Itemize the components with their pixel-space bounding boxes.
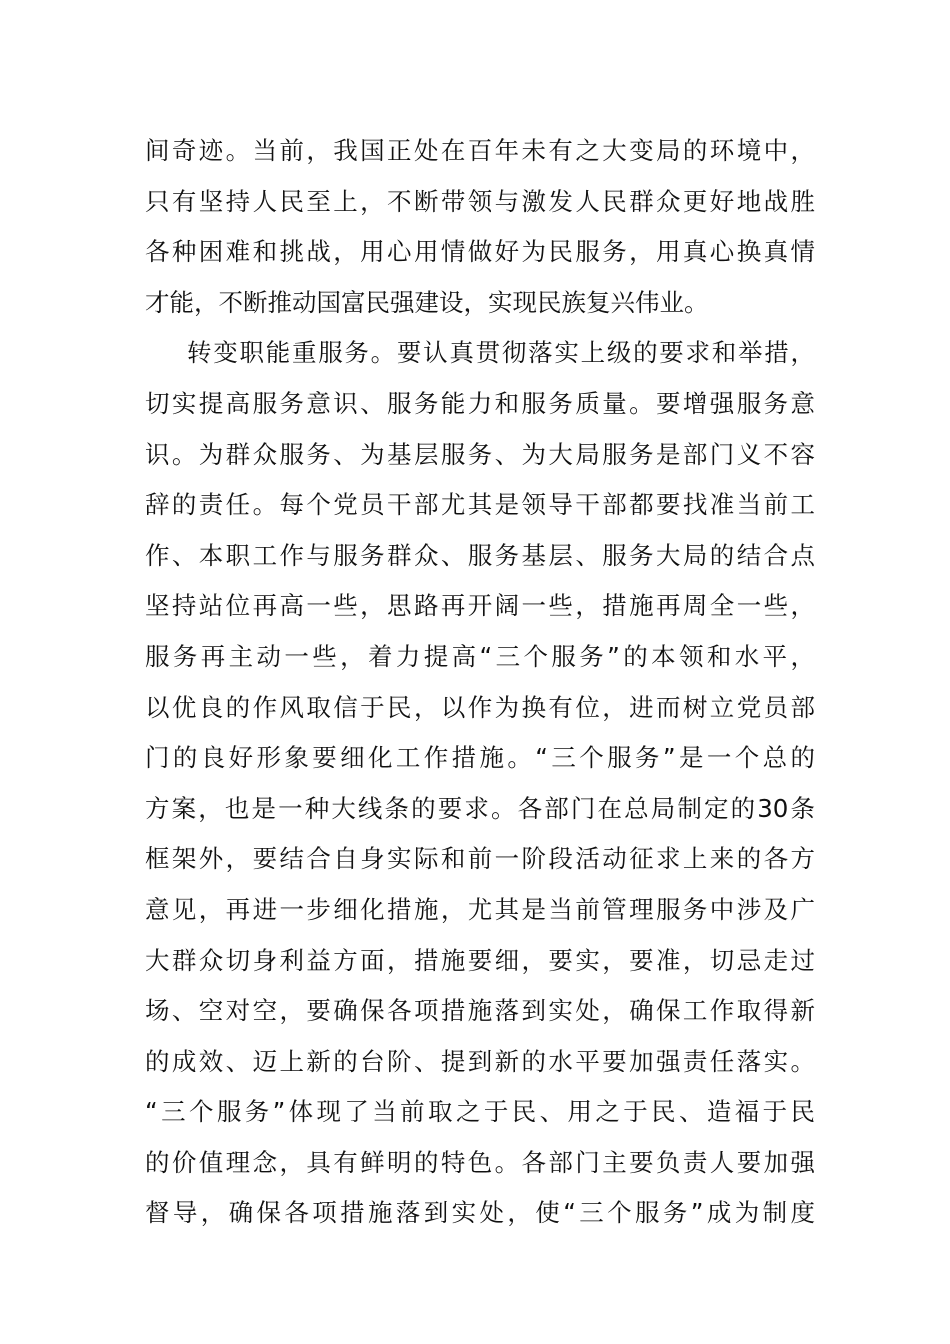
text-line: 的价值理念，具有鲜明的特色。各部门主要负责人要加强 (145, 1147, 815, 1177)
text-line: 的成效、迈上新的台阶、提到新的水平要加强责任落实。 (145, 1046, 815, 1076)
body-text (145, 126, 815, 1239)
text-line: 框架外，要结合自身实际和前一阶段活动征求上来的各方 (145, 844, 815, 874)
text-line: 才能，不断推动国富民强建设，实现民族复兴伟业。 (145, 287, 709, 317)
text-line: 间奇迹。当前，我国正处在百年未有之大变局的环境中， (145, 136, 815, 165)
text-line: 意见，再进一步细化措施，尤其是当前管理服务中涉及广 (145, 894, 815, 924)
text-line: “三个服务”体现了当前取之于民、用之于民、造福于民 (145, 1097, 815, 1127)
text-line: 坚持站位再高一些，思路再开阔一些，措施再周全一些， (145, 591, 815, 621)
text-line: 以优良的作风取信于民，以作为换有位，进而树立党员部 (145, 692, 815, 722)
paragraph-first-line: 转变职能重服务。要认真贯彻落实上级的要求和举措， (187, 338, 815, 368)
text-line: 辞的责任。每个党员干部尤其是领导干部都要找准当前工 (145, 490, 815, 520)
text-line: 切实提高服务意识、服务能力和服务质量。要增强服务意 (145, 388, 815, 418)
text-line: 方案，也是一种大线条的要求。各部门在总局制定的30条 (145, 793, 815, 823)
text-line: 服务再主动一些，着力提高“三个服务”的本领和水平， (145, 641, 815, 671)
text-line: 场、空对空，要确保各项措施落到实处，确保工作取得新 (145, 996, 815, 1026)
text-line: 大群众切身利益方面，措施要细，要实，要准，切忌走过 (145, 945, 815, 975)
text-line: 门的良好形象要细化工作措施。“三个服务”是一个总的 (145, 743, 815, 773)
text-line: 作、本职工作与服务群众、服务基层、服务大局的结合点 (145, 540, 815, 570)
text-line: 识。为群众服务、为基层服务、为大局服务是部门义不容 (145, 439, 815, 469)
text-line: 只有坚持人民至上，不断带领与激发人民群众更好地战胜 (145, 186, 815, 216)
text-line: 督导，确保各项措施落到实处，使“三个服务”成为制度 (145, 1198, 815, 1228)
text-line: 各种困难和挑战，用心用情做好为民服务，用真心换真情 (145, 237, 815, 267)
